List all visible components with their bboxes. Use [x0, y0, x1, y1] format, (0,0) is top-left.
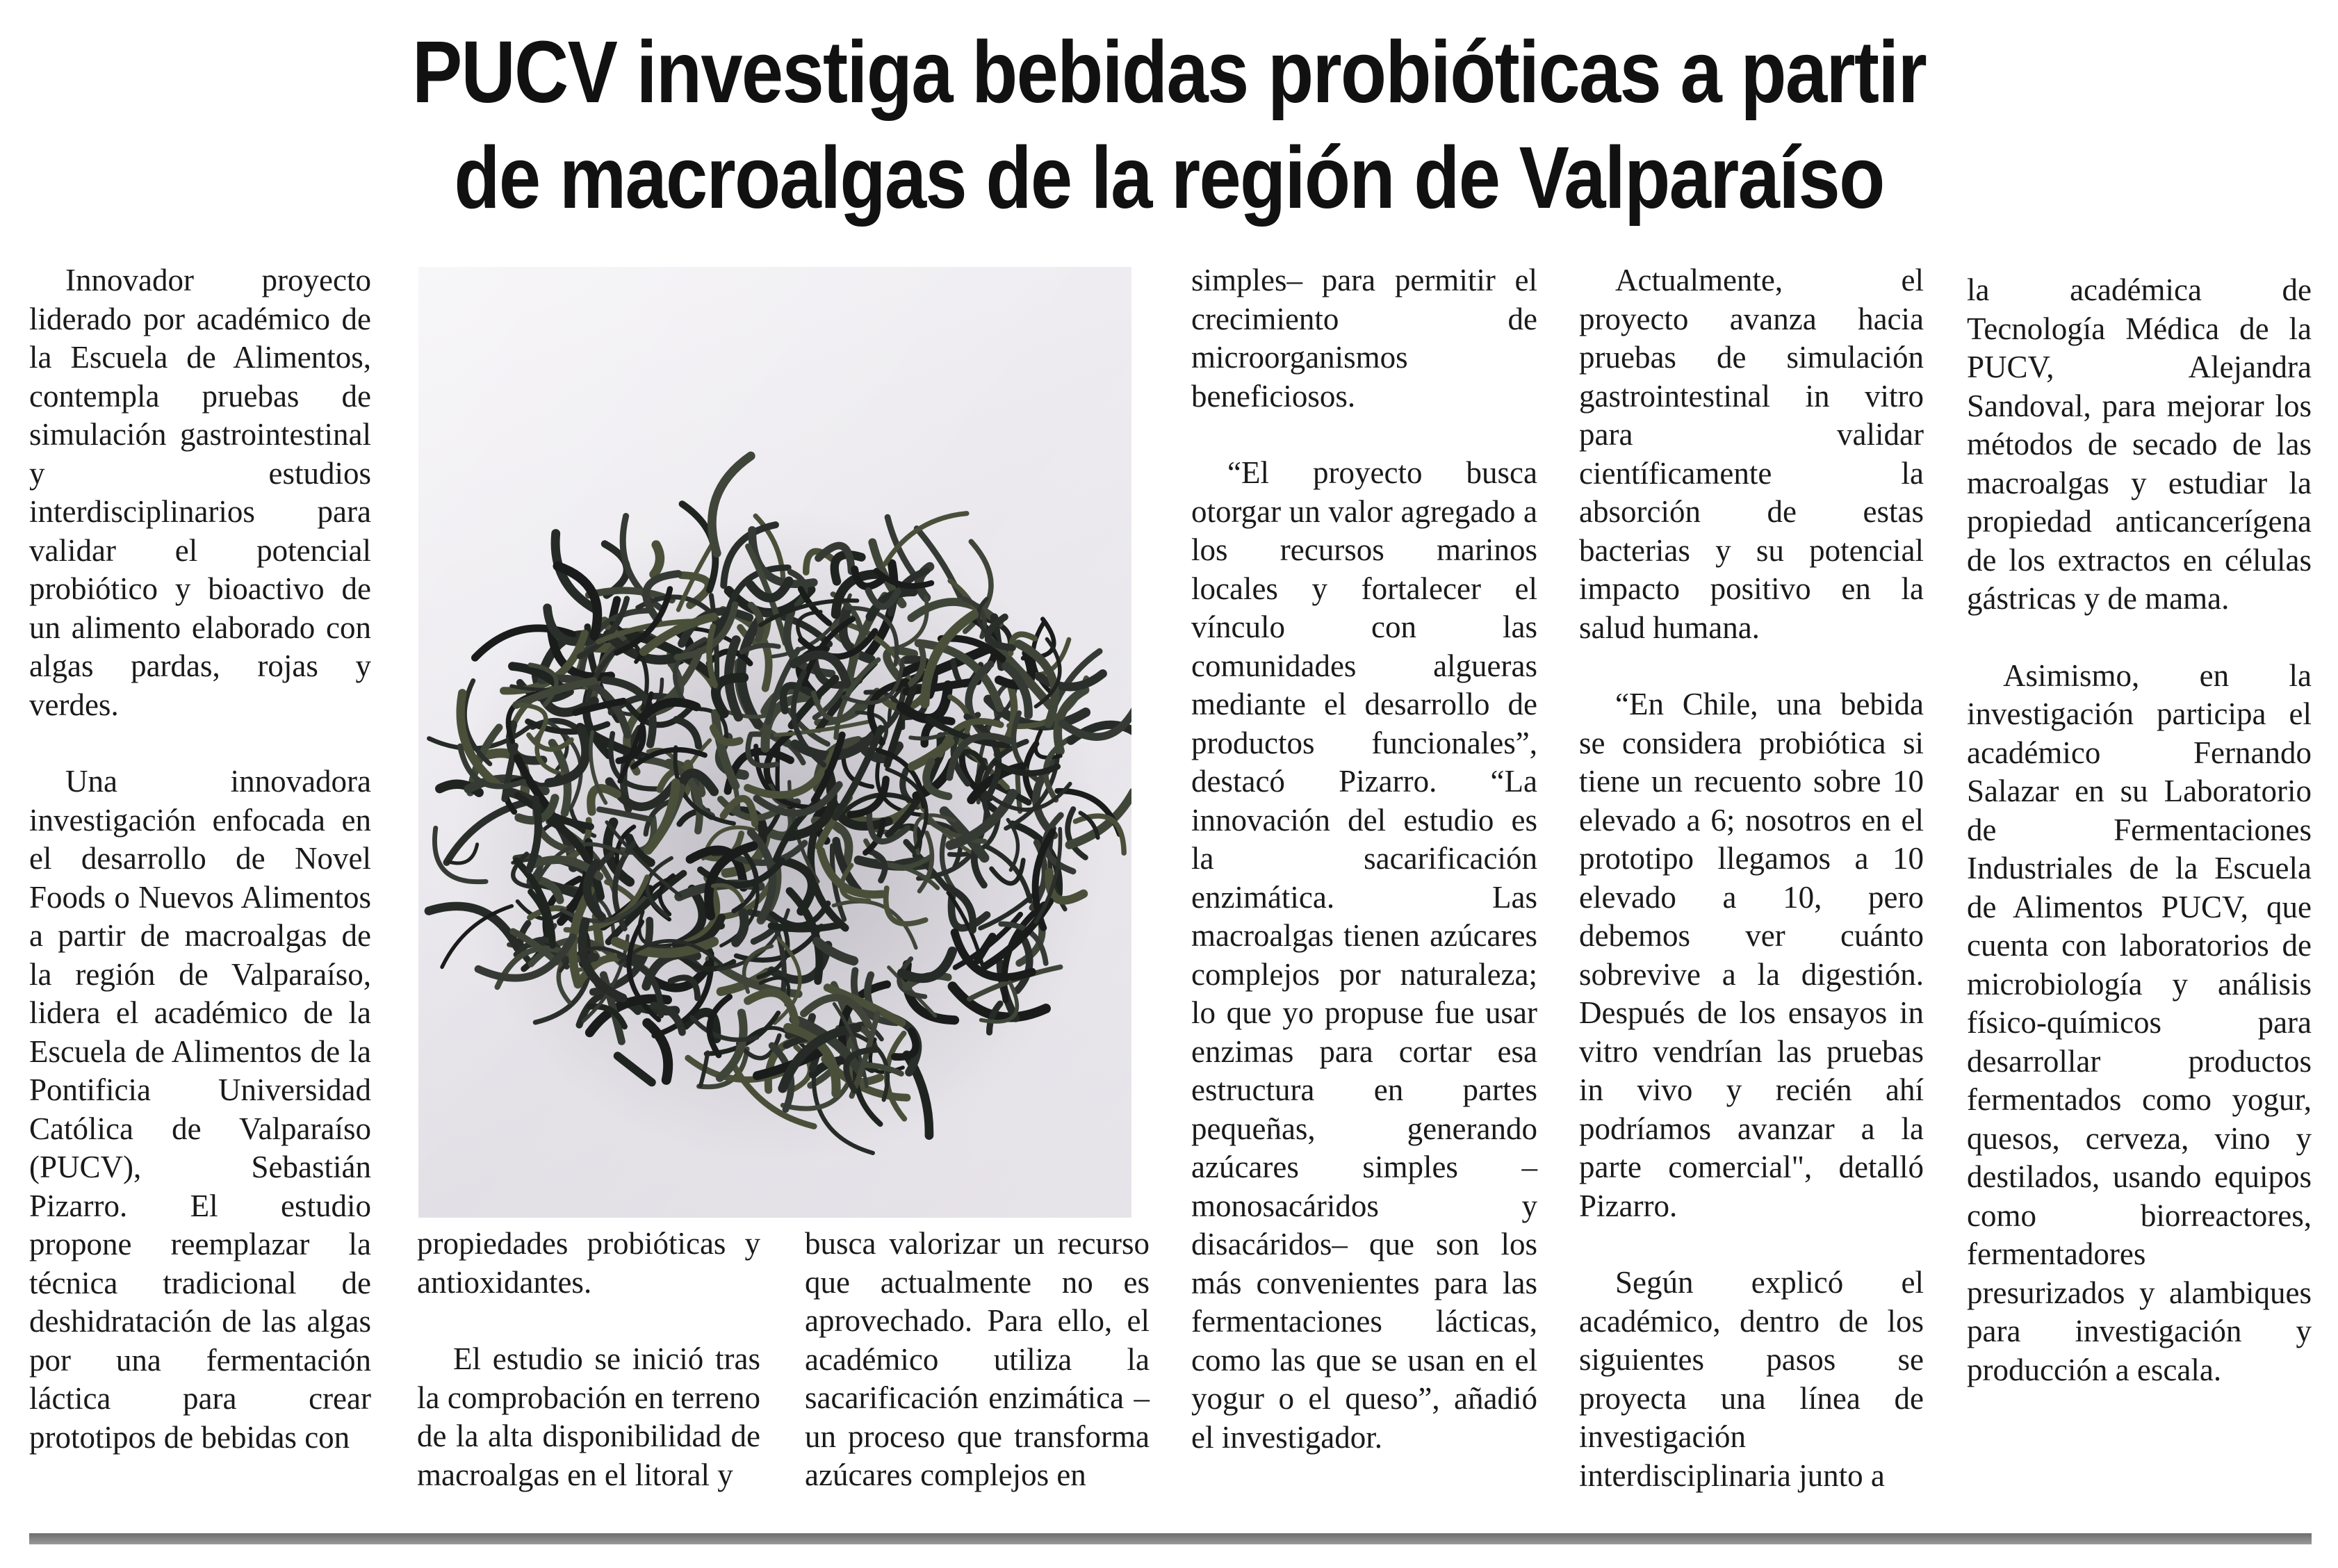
- article-paragraph: Una innovadora investigación enfocada en el desarrollo de Novel Foods o Nuevos Alimentos a partir de macroalgas de la región de Valparaíso, lidera el académico de la Escuela de Alimentos de la Pontificia Universidad Católica de Valparaíso (PUCV), Sebastián Pizarro. El estudio propone reemplazar la técnica tradicional de deshidratación de las algas por una fermentación láctica para crear prototipos de bebidas con: [29, 764, 371, 1455]
- article-quote: “El proyecto busca otorgar un valor agregado a los recursos marinos locales y fortalecer el vínculo con las comunidades algueras mediante el desarrollo de productos funcionales”, destacó Pizarro. “La innovación del estudio es la sacarificación enzimática. Las macroalgas tienen azúcares complejos por naturaleza; lo que yo propuse fue usar enzimas para cortar esa estructura en partes pequeñas, generando azúcares simples –monosacáridos y disacáridos– que son los más convenientes para las fermentaciones lácticas, como las que se usan en el yogur o el queso”, añadió el investigador.: [1191, 455, 1537, 1455]
- article-paragraph: propiedades probióticas y antioxidantes.: [417, 1226, 760, 1300]
- article-paragraph: Actualmente, el proyecto avanza hacia pruebas de simulación gastrointestinal in vitro para validar científicamente la absorción de estas bacterias y su potencial impacto positivo en la salud humana.: [1579, 263, 1924, 645]
- article-column-5: [1579, 261, 1924, 1495]
- article-column-1: [29, 261, 371, 1457]
- article-paragraph: Asimismo, en la investigación participa el académico Fernando Salazar en su Laboratorio de Fermentaciones Industriales de la Escuela de Alimentos PUCV, que cuenta con laboratorios de microbiología y análisis físico-químicos para desarrollar productos fermentados como yogur, quesos, cerveza, vino y destilados, usando equipos como biorreactores, fermentadores presurizados y alambiques para investigación y producción a escala.: [1967, 658, 2312, 1387]
- headline-line-1: PUCV investiga bebidas probióticas a partir: [411, 23, 1927, 121]
- headline: [163, 19, 2174, 231]
- article-column-4: [1191, 261, 1537, 1457]
- article-paragraph: El estudio se inició tras la comprobación en terreno de la alta disponibilidad de macroalgas en el litoral y: [417, 1341, 760, 1492]
- article-paragraph: la académica de Tecnología Médica de la PUCV, Alejandra Sandoval, para mejorar los métodos de secado de las macroalgas y estudiar la propiedad anticancerígena de los extractos en células gástricas y de mama.: [1967, 272, 2312, 616]
- article-lead: Innovador proyecto liderado por académico de la Escuela de Alimentos, contempla pruebas de simulación gastrointestinal y estudios interdisciplinarios para validar el potencial probiótico y bioactivo de un alimento elaborado con algas pardas, rojas y verdes.: [29, 263, 371, 722]
- article-column-6: [1967, 271, 2312, 1389]
- article-column-2: [417, 1225, 760, 1494]
- article-paragraph: simples– para permitir el crecimiento de microorganismos beneficiosos.: [1191, 263, 1537, 414]
- seaweed-icon: [418, 267, 1131, 1218]
- article-paragraph: busca valorizar un recurso que actualmente no es aprovechado. Para ello, el académico utiliza la sacarificación enzimática –un proceso que transforma azúcares complejos en: [805, 1226, 1150, 1492]
- article-quote: “En Chile, una bebida se considera probiótica si tiene un recuento sobre 10 elevado a 6; nosotros en el prototipo llegamos a 10 elevado a 10, pero debemos ver cuánto sobrevive a la digestión. Después de los ensayos in vitro vendrían las pruebas in vivo y recién ahí podríamos avanzar a la parte comercial", detalló Pizarro.: [1579, 687, 1924, 1223]
- bottom-rule: [29, 1533, 2312, 1544]
- article-paragraph: Según explicó el académico, dentro de los siguientes pasos se proyecta una línea de investigación interdisciplinaria junto a: [1579, 1265, 1924, 1493]
- headline-line-2: de macroalgas de la región de Valparaíso: [454, 129, 1884, 227]
- article-column-3: [805, 1225, 1150, 1495]
- seaweed-photo: [418, 267, 1131, 1218]
